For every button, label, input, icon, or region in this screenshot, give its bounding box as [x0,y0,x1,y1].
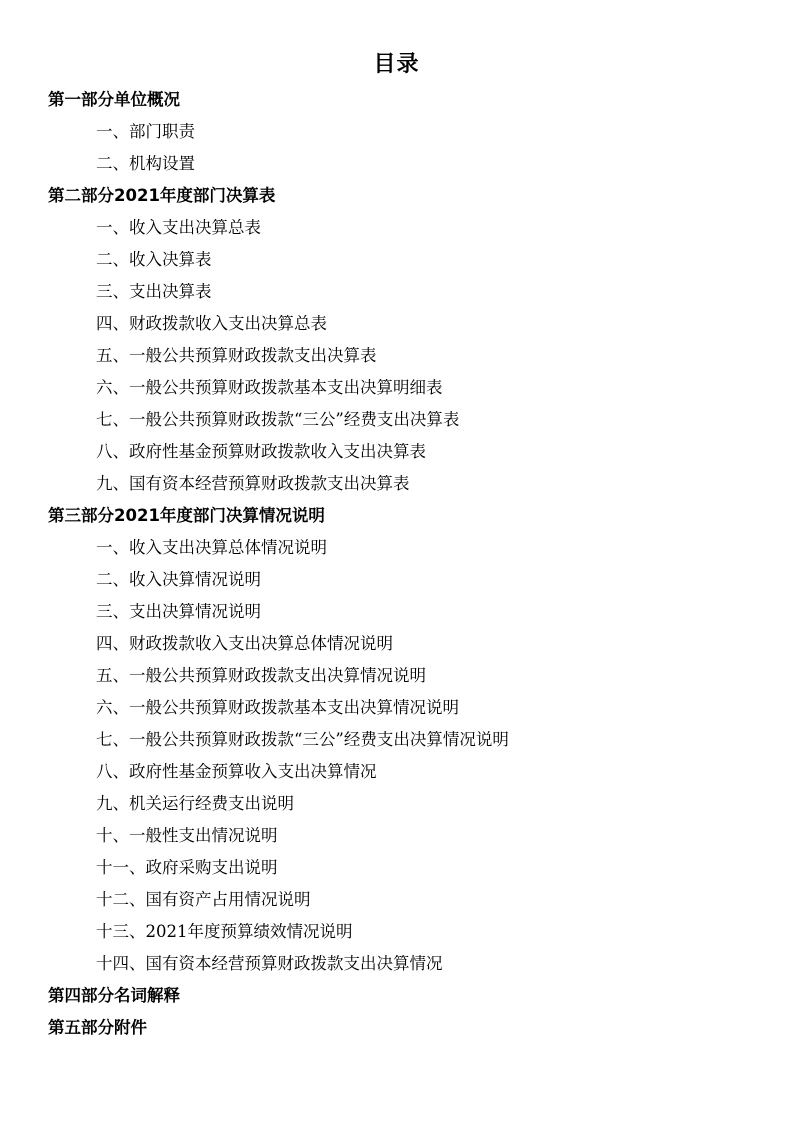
table-of-contents [0,84,793,1044]
page-title: 目录 [373,52,420,77]
toc-item[interactable]: 八、政府性基金预算收入支出决算情况 [96,762,377,781]
toc-item[interactable]: 七、一般公共预算财政拨款“三公”经费支出决算情况说明 [96,730,509,749]
toc-section-heading[interactable]: 第四部分名词解释 [48,986,180,1005]
toc-item[interactable]: 三、支出决算情况说明 [96,602,261,621]
toc-item[interactable]: 八、政府性基金预算财政拨款收入支出决算表 [96,442,426,461]
toc-item[interactable]: 四、财政拨款收入支出决算总体情况说明 [96,634,393,653]
toc-item[interactable]: 十二、国有资产占用情况说明 [96,890,311,909]
toc-item[interactable]: 七、一般公共预算财政拨款“三公”经费支出决算表 [96,410,460,429]
toc-item[interactable]: 五、一般公共预算财政拨款支出决算情况说明 [96,666,426,685]
toc-item[interactable]: 三、支出决算表 [96,282,212,301]
toc-item[interactable]: 九、机关运行经费支出说明 [96,794,294,813]
toc-section-heading[interactable]: 第二部分2021年度部门决算表 [48,186,276,205]
toc-item[interactable]: 九、国有资本经营预算财政拨款支出决算表 [96,474,410,493]
toc-item[interactable]: 四、财政拨款收入支出决算总表 [96,314,327,333]
toc-item[interactable]: 一、收入支出决算总表 [96,218,261,237]
toc-item[interactable]: 六、一般公共预算财政拨款基本支出决算明细表 [96,378,443,397]
toc-item[interactable]: 五、一般公共预算财政拨款支出决算表 [96,346,377,365]
toc-item[interactable]: 二、收入决算表 [96,250,212,269]
toc-item[interactable]: 十一、政府采购支出说明 [96,858,278,877]
toc-item[interactable]: 十、一般性支出情况说明 [96,826,278,845]
toc-item[interactable]: 六、一般公共预算财政拨款基本支出决算情况说明 [96,698,459,717]
toc-item[interactable]: 一、部门职责 [96,122,195,141]
toc-section-heading[interactable]: 第五部分附件 [48,1018,147,1037]
toc-item[interactable]: 二、收入决算情况说明 [96,570,261,589]
toc-section-heading[interactable]: 第三部分2021年度部门决算情况说明 [48,506,325,525]
toc-item[interactable]: 十四、国有资本经营预算财政拨款支出决算情况 [96,954,443,973]
toc-section-heading[interactable]: 第一部分单位概况 [48,90,180,109]
toc-item[interactable]: 二、机构设置 [96,154,195,173]
toc-item[interactable]: 十三、2021年度预算绩效情况说明 [96,922,353,941]
toc-item[interactable]: 一、收入支出决算总体情况说明 [96,538,327,557]
